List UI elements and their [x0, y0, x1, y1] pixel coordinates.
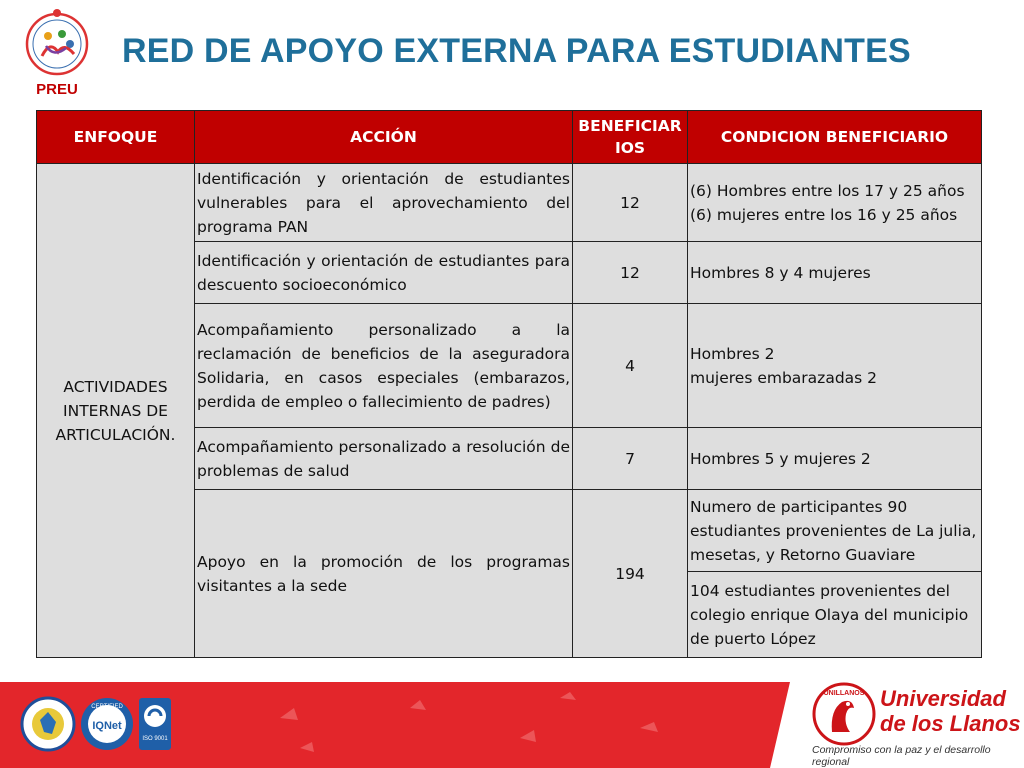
seal-label: UNILLANOS: [823, 690, 865, 697]
header-enfoque: ENFOQUE: [37, 111, 195, 164]
accion-cell: Acompañamiento personalizado a resolución de problemas de salud: [195, 428, 573, 490]
condicion-cell: Hombres 8 y 4 mujeres: [688, 242, 982, 304]
iso-9001-icon: [138, 696, 172, 752]
condicion-cell: Numero de participantes 90 estudiantes provenientes de La julia, mesetas, y Retorno Guaviare: [688, 490, 982, 572]
table-row: [37, 164, 982, 242]
university-name-line1: Universidad: [880, 686, 1006, 711]
table-header-row: [37, 111, 982, 164]
beneficiarios-cell: 194: [573, 490, 688, 658]
accion-cell: Apoyo en la promoción de los programas visitantes a la sede: [195, 490, 573, 658]
certified-label: CERTIFIED: [91, 704, 123, 710]
support-network-table: [36, 110, 982, 658]
header-condicion: CONDICION BENEFICIARIO: [688, 111, 982, 164]
colombia-seal-icon: [20, 696, 76, 752]
university-slogan: Compromiso con la paz y el desarrollo regional: [812, 744, 991, 768]
university-name-line2: de los Llanos: [880, 711, 1021, 736]
page-title: RED DE APOYO EXTERNA PARA ESTUDIANTES: [122, 32, 911, 70]
header-beneficiarios: BENEFICIARIOS: [573, 111, 688, 164]
header-accion: ACCIÓN: [195, 111, 573, 164]
condicion-cell: (6) Hombres entre los 17 y 25 años (6) mujeres entre los 16 y 25 años: [688, 164, 982, 242]
beneficiarios-cell: 12: [573, 242, 688, 304]
condicion-cell: Hombres 2 mujeres embarazadas 2: [688, 304, 982, 428]
enfoque-cell: ACTIVIDADES INTERNAS DE ARTICULACIÓN.: [37, 164, 195, 658]
beneficiarios-cell: 12: [573, 164, 688, 242]
iso-label: ISO 9001: [142, 736, 168, 742]
condicion-cell: Hombres 5 y mujeres 2: [688, 428, 982, 490]
university-name: [880, 686, 1021, 736]
accion-cell: Acompañamiento personalizado a la reclamación de beneficios de la aseguradora Solidaria, en casos especiales (embarazos, perdida de empleo o fallecimiento de padres): [195, 304, 573, 428]
iqnet-label: IQNet: [92, 720, 122, 732]
unillanos-seal-icon: [812, 682, 876, 746]
accion-cell: Identificación y orientación de estudiantes para descuento socioeconómico: [195, 242, 573, 304]
condicion-cell: 104 estudiantes provenientes del colegio enrique Olaya del municipio de puerto López: [688, 572, 982, 658]
iqnet-certified-icon: [80, 696, 134, 752]
accion-cell: Identificación y orientación de estudiantes vulnerables para el aprovechamiento del programa PAN: [195, 164, 573, 242]
preu-logo-label: PREU: [36, 81, 78, 98]
preu-logo: [18, 6, 96, 98]
beneficiarios-cell: 7: [573, 428, 688, 490]
beneficiarios-cell: 4: [573, 304, 688, 428]
